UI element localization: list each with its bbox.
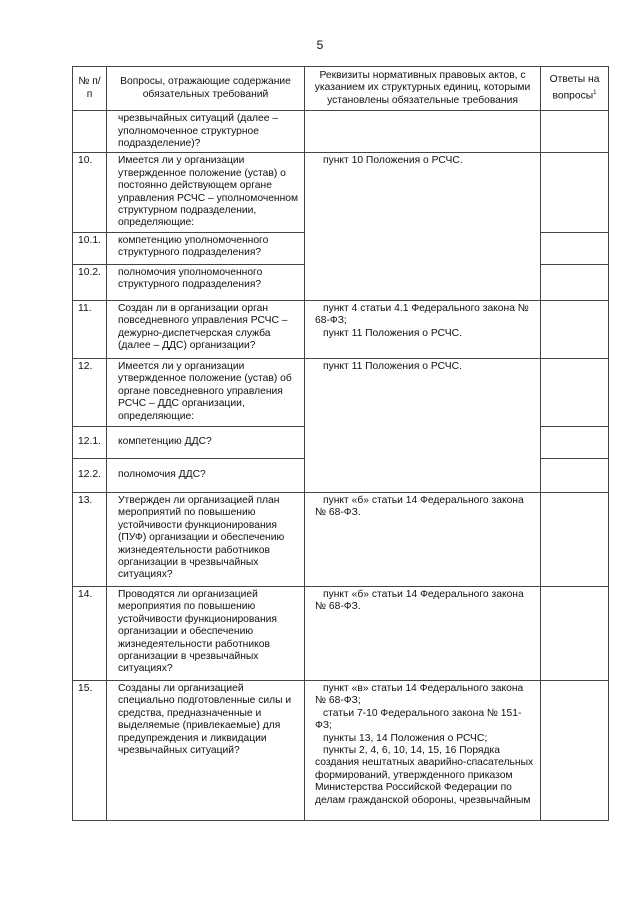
header-num: № п/п — [73, 67, 107, 111]
row-question: полномочия ДДС? — [107, 458, 305, 492]
reference-line: пункт «б» статьи 14 Федерального закона № 68-ФЗ. — [315, 588, 524, 613]
table-row — [73, 492, 609, 586]
table-row — [73, 111, 609, 153]
reference-line: пункт 11 Положения о РСЧС. — [323, 327, 462, 339]
row-answer — [541, 586, 609, 680]
row-reference — [305, 300, 541, 358]
row-reference — [305, 680, 541, 820]
reference-line: пункт «в» статьи 14 Федерального закона № 68-ФЗ; — [315, 682, 524, 707]
row-question: полномочия уполномоченного структурного подразделения? — [107, 264, 305, 300]
row-answer — [541, 458, 609, 492]
row-question: Имеется ли у организации утвержденное положение (устав) об органе повседневного управления РСЧС – ДДС организации, определяющие: — [107, 358, 305, 426]
row-question: компетенцию ДДС? — [107, 426, 305, 458]
row-question: Созданы ли организацией специально подготовленные силы и средства, предназначенные и выделяемые (привлекаемые) для предупреждения и ликвидации чрезвычайных ситуаций? — [107, 680, 305, 820]
row-num: 12.1. — [73, 426, 107, 458]
row-reference — [305, 111, 541, 153]
header-question: Вопросы, отражающие содержание обязательных требований — [107, 67, 305, 111]
reference-line: пункты 13, 14 Положения о РСЧС; — [323, 732, 488, 744]
row-answer — [541, 680, 609, 820]
row-question: Имеется ли у организации утвержденное положение (устав) о постоянно действующем органе управления РСЧС – уполномоченном структурном подразделении, определяющие: — [107, 153, 305, 232]
row-answer — [541, 300, 609, 358]
table-row — [73, 586, 609, 680]
row-answer — [541, 111, 609, 153]
page-number: 5 — [316, 38, 324, 52]
row-num — [73, 111, 107, 153]
reference-line: пункт 4 статьи 4.1 Федерального закона № 68-ФЗ; — [315, 302, 529, 327]
row-num: 11. — [73, 300, 107, 358]
row-answer — [541, 492, 609, 586]
row-question: Проводятся ли организацией мероприятия по повышению устойчивости функционирования организации и обеспечению жизнедеятельности работников организации в чрезвычайных ситуациях? — [107, 586, 305, 680]
reference-line: пункт 11 Положения о РСЧС. — [323, 360, 462, 372]
table-header-row — [73, 67, 609, 111]
row-question: чрезвычайных ситуаций (далее – уполномоченное структурное подразделение)? — [107, 111, 305, 153]
row-num: 12. — [73, 358, 107, 426]
row-question: Утвержден ли организацией план мероприятий по повышению устойчивости функционирования (ПУФ) организации и обеспечению жизнедеятельности работников организации в чрезвычайных ситуациях? — [107, 492, 305, 586]
table-row — [73, 358, 609, 426]
table-row — [73, 153, 609, 232]
header-reference: Реквизиты нормативных правовых актов, с указанием их структурных единиц, которыми установлены обязательные требования — [305, 67, 541, 111]
header-answers-label: Ответы на вопросы — [549, 74, 600, 102]
row-num: 14. — [73, 586, 107, 680]
reference-line: пункты 2, 4, 6, 10, 14, 15, 16 Порядка создания нештатных аварийно-спасательных формирований, утвержденного приказом Министерства Российской Федерации по делам гражданской обороны, чрезвычайным — [315, 744, 534, 806]
row-num: 10. — [73, 153, 107, 232]
row-answer — [541, 426, 609, 458]
row-num: 10.1. — [73, 232, 107, 264]
reference-line: пункт 10 Положения о РСЧС. — [323, 155, 463, 167]
row-num: 12.2. — [73, 458, 107, 492]
row-reference — [305, 153, 541, 300]
row-question: компетенцию уполномоченного структурного подразделения? — [107, 232, 305, 264]
row-answer — [541, 232, 609, 264]
row-num: 13. — [73, 492, 107, 586]
requirements-table — [72, 66, 609, 821]
header-answers-footnote: 1 — [593, 89, 597, 96]
row-question: Создан ли в организации орган повседневного управления РСЧС – дежурно-диспетчерская служба (далее – ДДС) организации? — [107, 300, 305, 358]
row-num: 15. — [73, 680, 107, 820]
row-reference — [305, 586, 541, 680]
row-num: 10.2. — [73, 264, 107, 300]
row-reference — [305, 492, 541, 586]
row-answer — [541, 264, 609, 300]
row-answer — [541, 358, 609, 426]
reference-line: статьи 7-10 Федерального закона № 151-ФЗ; — [315, 707, 522, 732]
reference-line: пункт «б» статьи 14 Федерального закона № 68-ФЗ. — [315, 494, 524, 519]
table-row — [73, 300, 609, 358]
table-row — [73, 680, 609, 820]
row-reference — [305, 358, 541, 492]
row-answer — [541, 153, 609, 232]
header-answers — [541, 67, 609, 111]
